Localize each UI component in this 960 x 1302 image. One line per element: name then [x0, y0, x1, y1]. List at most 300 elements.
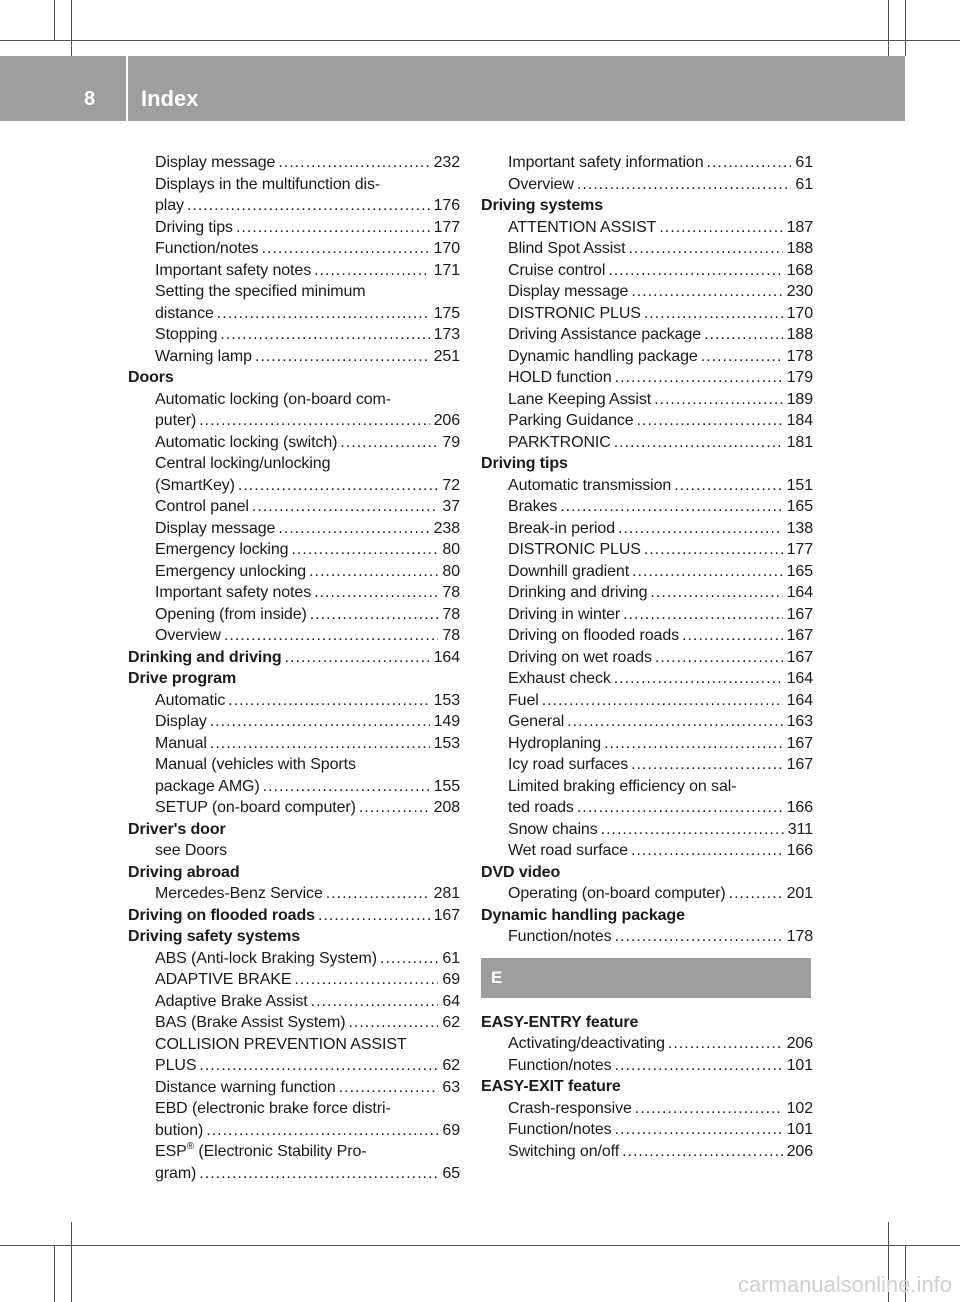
entry-text: SETUP (on-board computer) [155, 799, 356, 816]
page-reference: 178 [786, 928, 813, 945]
entry-text: Automatic locking (switch) [155, 433, 338, 451]
page-reference: 167 [786, 605, 813, 623]
page-reference: 72 [442, 476, 460, 494]
page-reference: 251 [433, 347, 460, 365]
index-subentry [481, 711, 813, 733]
dot-leader [622, 1141, 783, 1163]
dot-leader [236, 217, 430, 239]
index-subentry-text: EBD (electronic brake force distri- [155, 1100, 391, 1117]
dot-leader [577, 174, 792, 196]
dot-leader [631, 840, 783, 862]
index-subentry-text: Limited braking efficiency on sal- [508, 777, 737, 795]
index-subentry-text: Displays in the multifunction dis- [155, 175, 381, 193]
entry-text: Cruise control [508, 261, 606, 279]
index-subentry [481, 217, 813, 239]
entry-text: Adaptive Brake Assist [155, 992, 308, 1010]
page-reference: 206 [786, 1035, 813, 1052]
index-column-right [481, 152, 813, 1162]
entry-text: Driving tips [155, 218, 233, 236]
entry-text: Function/notes [508, 928, 612, 945]
crop-mark [0, 1245, 960, 1246]
page-reference: 208 [433, 799, 460, 816]
dot-leader [206, 1120, 438, 1142]
entry-text: ABS (Anti-lock Braking System) [155, 949, 377, 967]
page-reference: 63 [442, 1078, 460, 1096]
index-subentry [481, 733, 813, 755]
index-subentry [481, 367, 813, 389]
dot-leader [217, 303, 430, 325]
entry-text: Function/notes [508, 1056, 612, 1074]
index-heading: EASY-EXIT feature [481, 1078, 621, 1095]
entry-text: Important safety notes [155, 584, 312, 601]
index-subentry [128, 883, 460, 905]
entry-text: play [155, 197, 184, 214]
index-subentry [128, 1163, 460, 1185]
page-reference: 177 [786, 541, 813, 558]
dot-leader [644, 303, 783, 325]
entry-text: ESP [155, 1143, 187, 1160]
index-subentry [128, 303, 460, 325]
entry-text: Important safety information [508, 154, 704, 171]
page-reference: 206 [433, 412, 460, 429]
page-reference: 232 [433, 154, 460, 171]
index-subentry [481, 152, 813, 174]
index-subentry [481, 582, 813, 604]
index-subentry [128, 1055, 460, 1077]
index-subentry [128, 733, 460, 755]
crop-mark [71, 1222, 72, 1302]
dot-leader [238, 475, 438, 497]
entry-text: Function/notes [508, 1121, 612, 1138]
index-subentry-text: Automatic locking (on-board com- [155, 390, 392, 408]
dot-leader [614, 432, 783, 454]
index-subentry [481, 389, 813, 411]
page-reference: 69 [442, 1121, 460, 1139]
entry-text: puter) [155, 412, 197, 429]
index-heading: Driving tips [481, 455, 568, 472]
crop-mark [905, 0, 906, 56]
dot-leader [314, 582, 438, 604]
index-subentry [128, 690, 460, 712]
entry-text: Lane Keeping Assist [508, 390, 652, 408]
index-subentry [128, 625, 460, 647]
index-subentry [481, 475, 813, 497]
page-reference: 61 [442, 949, 460, 967]
entry-text: Wet road surface [508, 842, 628, 859]
dot-leader [294, 969, 438, 991]
page-title: Index [141, 86, 199, 111]
page-number: 8 [84, 88, 96, 110]
index-subentry [481, 174, 813, 196]
index-subentry [128, 496, 460, 518]
dot-leader [263, 776, 430, 798]
page-reference: 138 [786, 519, 813, 537]
index-subentry [128, 582, 460, 604]
dot-leader [291, 539, 438, 561]
entry-text: Icy road surfaces [508, 756, 629, 773]
entry-text: Display message [155, 519, 276, 537]
entry-text: Parking Guidance [508, 412, 634, 429]
entry-text: Downhill gradient [508, 562, 630, 580]
index-subentry [481, 238, 813, 260]
index-subentry-text: Central locking/unlocking [155, 455, 331, 472]
entry-text: Display message [155, 154, 276, 171]
watermark: carmanualsonline.info [737, 1272, 952, 1297]
entry-text: Important safety notes [155, 261, 312, 279]
index-subentry [481, 324, 813, 346]
entry-text: package AMG) [155, 777, 260, 795]
dot-leader [631, 281, 782, 303]
page-reference: 101 [786, 1121, 813, 1138]
entry-text: ATTENTION ASSIST [508, 218, 657, 236]
entry-text: Driving on flooded roads [128, 906, 315, 924]
dot-leader [655, 647, 783, 669]
index-subentry-text: Setting the specified minimum [155, 283, 366, 300]
page-reference: 101 [786, 1056, 813, 1074]
index-subentry [481, 883, 813, 905]
dot-leader [348, 1012, 438, 1034]
dot-leader [668, 1033, 783, 1055]
crop-mark [54, 0, 55, 40]
dot-leader [210, 711, 430, 733]
entry-text: Snow chains [508, 820, 598, 838]
dot-leader [340, 432, 438, 454]
index-subentry [481, 840, 813, 862]
page-reference: 164 [786, 670, 813, 687]
index-subentry [481, 496, 813, 518]
index-subentry [128, 1012, 460, 1034]
page-reference: 177 [433, 218, 460, 236]
page-reference: 61 [795, 154, 813, 171]
dot-leader [199, 1055, 438, 1077]
index-subentry-text: COLLISION PREVENTION ASSIST [155, 1035, 407, 1053]
page-reference: 61 [795, 175, 813, 193]
dot-leader [199, 410, 429, 432]
index-subentry [481, 668, 813, 690]
index-subentry [128, 518, 460, 540]
entry-text: Driving Assistance package [508, 326, 702, 343]
index-subentry [481, 604, 813, 626]
index-subentry [481, 1119, 813, 1141]
index-heading: DVD video [481, 863, 561, 881]
index-subentry [481, 346, 813, 368]
page-reference: 175 [433, 304, 460, 322]
dot-leader [635, 1098, 783, 1120]
entry-text: Display message [508, 283, 629, 300]
index-heading-entry [128, 905, 460, 927]
index-subentry [481, 1055, 813, 1077]
crop-mark [71, 0, 72, 56]
dot-leader [729, 883, 783, 905]
page-reference: 170 [433, 240, 460, 257]
entry-text: Function/notes [155, 240, 259, 257]
page-reference: 179 [786, 369, 813, 386]
dot-leader [623, 604, 782, 626]
dot-leader [311, 991, 439, 1013]
entry-text: Drinking and driving [508, 584, 648, 601]
entry-text: Distance warning function [155, 1078, 336, 1096]
page-reference: 80 [442, 562, 460, 580]
dot-leader [615, 1055, 783, 1077]
dot-leader [278, 518, 429, 540]
dot-leader [701, 346, 783, 368]
page-reference: 164 [786, 584, 813, 601]
index-subentry-text [128, 1141, 460, 1163]
index-heading: Driving abroad [128, 863, 240, 881]
dot-leader [674, 475, 782, 497]
dot-leader [654, 389, 783, 411]
index-subentry [128, 948, 460, 970]
index-subentry [128, 475, 460, 497]
page-reference: 311 [787, 820, 813, 838]
entry-text: Emergency unlocking [155, 562, 307, 580]
page-reference: 189 [786, 390, 813, 408]
dot-leader [608, 260, 782, 282]
dot-leader [618, 518, 783, 540]
entry-text: Stopping [155, 326, 218, 343]
page-reference: 173 [433, 326, 460, 343]
section-letter: E [481, 958, 811, 998]
entry-text: BAS (Brake Assist System) [155, 1014, 346, 1031]
entry-text: Display [155, 713, 207, 730]
entry-text: ADAPTIVE BRAKE [155, 971, 292, 988]
dot-leader [650, 582, 782, 604]
page-reference: 37 [442, 498, 460, 515]
header-divider [126, 56, 128, 121]
index-subentry [481, 754, 813, 776]
index-subentry [128, 217, 460, 239]
entry-text: Dynamic handling package [508, 347, 698, 365]
page-reference: 151 [786, 476, 813, 494]
entry-text: Driving in winter [508, 605, 621, 623]
page-reference: 166 [786, 799, 813, 816]
index-subentry [128, 539, 460, 561]
dot-leader [659, 217, 782, 239]
entry-text: PLUS [155, 1057, 197, 1074]
entry-text: Switching on/off [508, 1142, 620, 1160]
crop-mark [54, 1245, 55, 1302]
page-reference: 64 [442, 992, 460, 1010]
index-subentry [128, 260, 460, 282]
entry-text: Operating (on-board computer) [508, 885, 726, 902]
index-subentry [128, 324, 460, 346]
entry-text: Activating/deactivating [508, 1035, 665, 1052]
dot-leader [262, 238, 430, 260]
page-reference: 178 [786, 347, 813, 365]
dot-leader [359, 797, 430, 819]
registered-mark: ® [186, 1141, 194, 1152]
dot-leader [339, 1077, 439, 1099]
index-subentry [481, 303, 813, 325]
page-reference: 78 [442, 605, 460, 623]
dot-leader [632, 561, 783, 583]
index-subentry [481, 432, 813, 454]
page-reference: 165 [786, 562, 813, 580]
index-subentry [128, 195, 460, 217]
entry-text: Crash-responsive [508, 1099, 632, 1117]
page-reference: 165 [786, 498, 813, 515]
dot-leader [628, 238, 782, 260]
entry-text: DISTRONIC PLUS [508, 541, 641, 558]
dot-leader [220, 324, 429, 346]
page-reference: 171 [433, 261, 460, 279]
entry-text: Control panel [155, 498, 249, 515]
page-reference: 78 [442, 627, 460, 644]
dot-leader [228, 690, 429, 712]
index-subentry [481, 797, 813, 819]
index-subentry-text: see Doors [155, 842, 228, 859]
entry-text: Opening (from inside) [155, 605, 307, 623]
index-column-left [128, 152, 460, 1184]
page-reference: 167 [786, 756, 813, 773]
dot-leader [255, 346, 430, 368]
page-reference: 188 [786, 240, 813, 257]
dot-leader [309, 561, 438, 583]
page-reference: 79 [442, 433, 460, 451]
entry-text-rest: (Electronic Stability Pro- [194, 1143, 367, 1160]
index-subentry [128, 238, 460, 260]
entry-text: Driving on flooded roads [508, 627, 680, 644]
page-reference: 201 [786, 885, 813, 902]
dot-leader [644, 539, 783, 561]
entry-text: Hydroplaning [508, 734, 602, 752]
page-reference: 187 [786, 218, 813, 236]
entry-text: distance [155, 304, 214, 322]
dot-leader [199, 1163, 438, 1185]
entry-text: Drinking and driving [128, 648, 282, 666]
page-reference: 181 [786, 433, 813, 451]
entry-text: Overview [155, 627, 221, 644]
dot-leader [704, 324, 783, 346]
dot-leader [615, 926, 783, 948]
entry-text: (SmartKey) [155, 476, 235, 494]
entry-text: Mercedes-Benz Service [155, 885, 323, 902]
dot-leader [614, 668, 783, 690]
index-subentry [128, 152, 460, 174]
page-reference: 238 [433, 519, 460, 537]
entry-text: HOLD function [508, 369, 612, 386]
dot-leader [314, 260, 429, 282]
dot-leader [615, 1119, 783, 1141]
index-subentry [481, 539, 813, 561]
index-heading: Driving safety systems [128, 928, 301, 945]
page-reference: 80 [442, 541, 460, 558]
page-reference: 65 [442, 1164, 460, 1182]
page-reference: 102 [786, 1099, 813, 1117]
dot-leader [224, 625, 439, 647]
page-reference: 62 [442, 1057, 460, 1074]
index-heading: Doors [128, 369, 174, 386]
index-subentry [481, 281, 813, 303]
dot-leader [542, 690, 783, 712]
dot-leader [278, 152, 429, 174]
entry-text: Brakes [508, 498, 558, 515]
index-subentry [128, 604, 460, 626]
entry-text: Fuel [508, 691, 539, 709]
entry-text: General [508, 713, 565, 730]
page-reference: 176 [433, 197, 460, 214]
entry-text: Overview [508, 175, 574, 193]
page-reference: 167 [786, 734, 813, 752]
index-subentry [128, 776, 460, 798]
dot-leader [577, 797, 783, 819]
page-reference: 167 [433, 906, 460, 924]
page-reference: 163 [786, 713, 813, 730]
dot-leader [210, 733, 430, 755]
index-subentry [481, 647, 813, 669]
index-subentry [481, 1098, 813, 1120]
entry-text: DISTRONIC PLUS [508, 304, 641, 322]
page-reference: 164 [786, 691, 813, 709]
page-reference: 188 [786, 326, 813, 343]
entry-text: Break-in period [508, 519, 616, 537]
page-reference: 69 [442, 971, 460, 988]
dot-leader [560, 496, 782, 518]
dot-leader [252, 496, 439, 518]
index-subentry [128, 410, 460, 432]
index-heading: Driving systems [481, 197, 604, 214]
dot-leader [637, 410, 783, 432]
index-subentry [128, 711, 460, 733]
index-heading: EASY-ENTRY feature [481, 1013, 639, 1031]
crop-mark [0, 40, 960, 41]
index-subentry [128, 797, 460, 819]
index-subentry [481, 819, 813, 841]
page-reference: 78 [442, 584, 460, 601]
index-subentry [481, 1033, 813, 1055]
dot-leader [615, 367, 783, 389]
page-reference: 167 [786, 648, 813, 666]
index-subentry [481, 561, 813, 583]
page-reference: 164 [433, 648, 460, 666]
page-reference: 166 [786, 842, 813, 859]
index-subentry-text: Manual (vehicles with Sports [155, 756, 356, 773]
dot-leader [601, 819, 784, 841]
index-heading: Dynamic handling package [481, 906, 685, 924]
dot-leader [707, 152, 792, 174]
index-subentry [481, 690, 813, 712]
index-heading-entry [128, 647, 460, 669]
entry-text: ted roads [508, 799, 574, 816]
index-subentry [128, 1120, 460, 1142]
dot-leader [682, 625, 783, 647]
crop-mark [888, 0, 889, 56]
index-subentry [128, 346, 460, 368]
dot-leader [604, 733, 783, 755]
entry-text: Manual [155, 734, 207, 752]
index-subentry [481, 410, 813, 432]
index-subentry [481, 260, 813, 282]
dot-leader [318, 905, 430, 927]
page-reference: 153 [433, 734, 460, 752]
index-subentry [128, 969, 460, 991]
page-reference: 170 [786, 304, 813, 322]
page-reference: 62 [442, 1014, 460, 1031]
index-subentry [481, 625, 813, 647]
page-reference: 155 [433, 777, 460, 795]
entry-text: Emergency locking [155, 541, 289, 558]
index-subentry [128, 432, 460, 454]
page-reference: 149 [433, 713, 460, 730]
header-bar [0, 56, 905, 121]
dot-leader [380, 948, 438, 970]
entry-text: bution) [155, 1121, 204, 1139]
page-reference: 168 [786, 261, 813, 279]
index-heading: Drive program [128, 670, 237, 687]
entry-text: Driving on wet roads [508, 648, 652, 666]
index-subentry [128, 561, 460, 583]
page-reference: 153 [433, 691, 460, 709]
